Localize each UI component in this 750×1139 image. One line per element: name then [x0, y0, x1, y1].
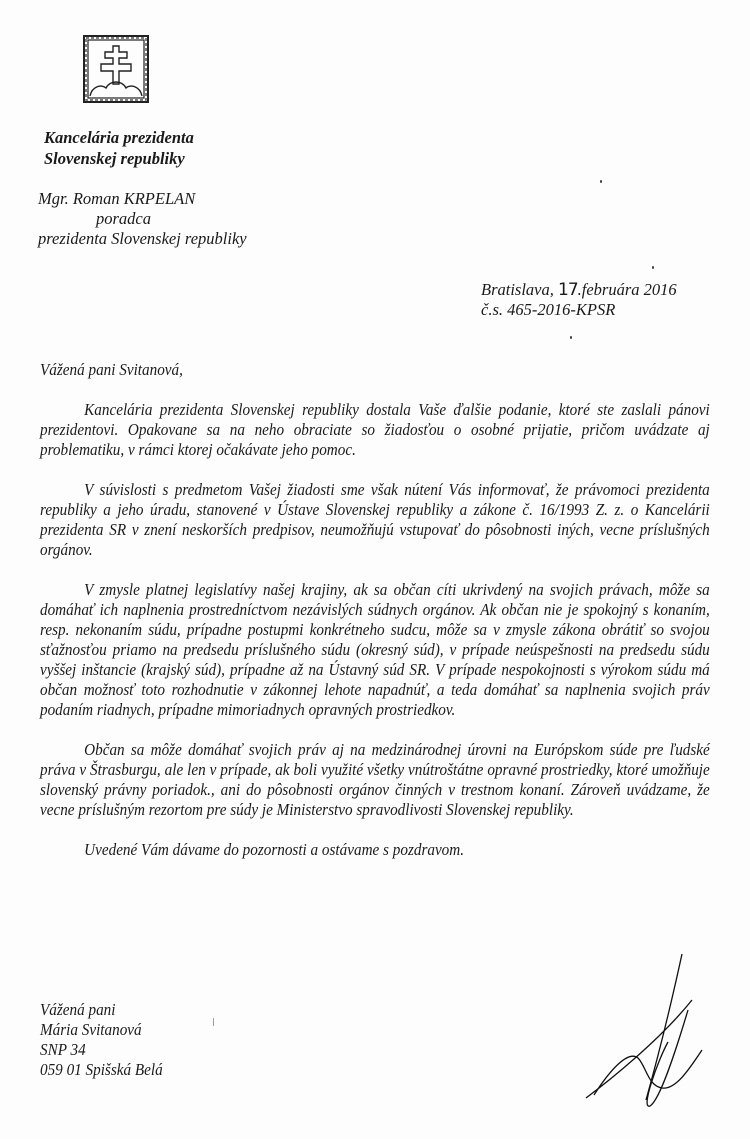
reference-number: č.s. 465-2016-KPSR	[481, 300, 616, 319]
sender-block	[38, 189, 247, 249]
paragraph-2: V súvislosti s predmetom Vašej žiadosti sme však nútení Vás informovať, že právomoci prezidenta republiky a jeho úradu, stanovené v Ústave Slovenskej republiky a zákone č. 16/1993 Z. z. o Kancelárii prezidenta SR v znení neskorších predpisov, neumožňujú vstupovať do pôsobnosti iných, vecne príslušných orgánov.	[40, 480, 710, 559]
date-reference-block	[481, 280, 677, 320]
recipient-address	[40, 1000, 163, 1080]
recipient-line-1: Vážená pani	[40, 1000, 116, 1019]
office-name-line1: Kancelária prezidenta	[44, 128, 194, 147]
paragraph-3: V zmysle platnej legislatívy našej krajiny, ak sa občan cíti ukrivdený na svojich právach, môže sa domáhať ich naplnenia prostredníctvom nezávislých súdnych orgánov. Ak občan nie je spokojný s konaním, resp. nekonaním súdu, prípadne postupmi konkrétneho sudcu, môže sa v zmysle zákona obrátiť so svojou sťažnosťou priamo na predsedu príslušného súdu (okresný súd), v prípade neúspešnosti na predsedu súdu vyššej inštancie (krajský súd), prípadne až na Ústavný súd SR. V prípade nespokojnosti s výrokom súdu má občan možnosť toto rozhodnutie v zákonnej lehote napadnúť, a teda domáhať sa naplnenia svojich práv podaním riadnych, prípadne mimoriadnych opravných prostriedkov.	[40, 580, 710, 719]
office-heading	[44, 127, 194, 169]
place: Bratislava,	[481, 280, 554, 299]
recipient-line-4: 059 01 Spišská Belá	[40, 1060, 163, 1079]
recipient-line-3: SNP 34	[40, 1040, 86, 1059]
sender-role-line2: prezidenta Slovenskej republiky	[38, 229, 247, 248]
paragraph-1: Kancelária prezidenta Slovenskej republiky dostala Vaše ďalšie podanie, ktoré ste zaslali pánovi prezidentovi. Opakovane sa na neho obraciate so žiadosťou o osobné prijatie, pričom uvádzate aj problematiku, v rámci ktorej očakávate jeho pomoc.	[40, 400, 710, 459]
scan-speck	[570, 336, 572, 339]
office-name-line2: Slovenskej republiky	[44, 149, 185, 168]
salutation: Vážená pani Svitanová,	[40, 360, 183, 379]
paragraph-4: Občan sa môže domáhať svojich práv aj na medzinárodnej úrovni na Európskom súde pre ľudské práva v Štrasburgu, ale len v prípade, ak boli využité všetky vnútroštátne opravné prostriedky, ktoré umožňuje slovenský právny poriadok., ani do pôsobnosti orgánov činných v trestnom konaní. Zároveň uvádzame, že vecne príslušným rezortom pre súdy je Ministerstvo spravodlivosti Slovenskej republiky.	[40, 740, 710, 819]
letter-body	[40, 360, 710, 860]
scan-speck	[600, 180, 602, 183]
recipient-line-2: Mária Svitanová	[40, 1020, 142, 1039]
sender-role: poradca	[96, 209, 151, 228]
scan-speck	[213, 1018, 214, 1026]
letter-date	[481, 280, 677, 300]
handwritten-signature-icon	[580, 950, 710, 1110]
sender-name: Mgr. Roman KRPELAN	[38, 189, 196, 208]
slovak-double-cross-emblem-icon	[82, 34, 150, 104]
scan-speck	[652, 266, 654, 269]
handwritten-day: 17	[558, 280, 578, 300]
date-rest: .februára 2016	[577, 280, 677, 299]
closing: Uvedené Vám dávame do pozornosti a ostávame s pozdravom.	[84, 840, 465, 859]
